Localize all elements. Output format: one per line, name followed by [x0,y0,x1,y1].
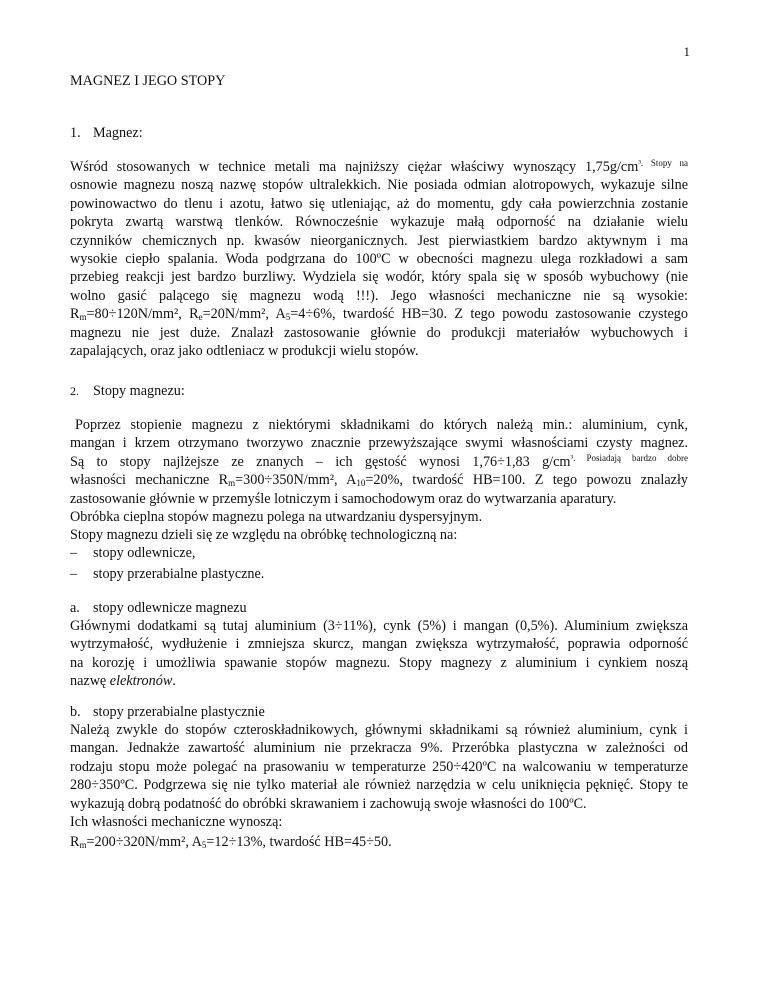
section-b-properties [70,813,688,852]
paragraph-line: pokryta zwartą warstwą tlenków. Równocześnie wykazuje małą odporność na działanie wielu [70,214,688,231]
page-number: 1 [683,44,690,59]
paragraph-line: Wśród stosowanych w technice metali ma najniższy ciężar właściwy wynoszący $1,75g/cm^{^3. Stopy na}$ [70,158,689,175]
paragraph-line: na korozję i umożliwia spawanie stopów magnezu. Stopy magnezy z aluminium i cynkiem noszą [70,654,688,671]
section-2-title: Stopy magnezu: [93,383,185,399]
section-b-title: stopy przerabialne plastycznie [93,704,265,720]
section-b-heading [70,703,688,721]
document-title [70,72,688,90]
paragraph-line: Głównymi dodatkami są tutaj aluminium (3÷11%), cynk (5%) i mangan (0,5%). Aluminium zwiększa [70,618,688,634]
paragraph-line: osnowie magnezu noszą nazwę stopów ultralekkich. Nie posiada odmian alotropowych, wykazuje silne [70,177,688,194]
paragraph-line: magnezu nie jest duże. Znalazł zastosowanie głównie do produkcji materiałów wybuchowych i [70,324,688,341]
paragraph-line: wytrzymałość, wydłużenie i zmniejsza skurcz, mangan zwiększa wytrzymałość, poprawia odporność [70,636,688,653]
paragraph-line: wolno gasić palącego się magnezu wodą !!!). Jego własności mechaniczne nie są wysokie: [70,287,688,304]
section-2-heading [70,382,688,400]
paragraph-line: Są to stopy najlżejsze ze znanych – ich gęstość wynosi 1,76÷1,83 $g/cm^{^3. Posiadają bardzo dobre}$ [70,452,689,470]
paragraph-line: $R_m=80\div 120N$/mm², $R_e=20N$/mm², $A_5=4\div 6\%$, twardość HB=30. Z tego powodu zastosowanie czystego [70,306,688,323]
title-text: MAGNEZ I JEGO STOPY [70,73,226,89]
section-2-notes [70,508,688,545]
paragraph-line: wykazują dobrą podatność do obróbki skrawaniem i zachowują swoje własności do 100ºC. [70,795,587,812]
paragraph-line: przebieg reakcji jest bardzo burzliwy. Wydziela się wodór, który spala się w sposób wybuchowy (nie [70,269,688,286]
list-item: – stopy odlewnicze, [70,545,196,561]
section-a-paragraph [70,617,688,691]
paragraph-line: nazwę elektronów. [70,673,176,690]
paragraph-line: Stopy magnezu dzieli się ze względu na obróbkę technologiczną na: [70,527,458,544]
paragraph-line: zapalających, oraz jako odtleniacz w produkcji wielu stopów. [70,343,419,360]
alloy-type-list [70,544,688,584]
section-1-paragraph [70,158,688,360]
section-a-number: a. [70,600,80,616]
paragraph-line: Należą zwykle do stopów czteroskładnikowych, głównymi składnikami są również aluminium, cynk i [70,722,688,738]
section-1-heading [70,124,688,142]
section-a-title: stopy odlewnicze magnezu [93,600,247,616]
paragraph-line: Poprzez stopienie magnezu z niektórymi składnikami do których należą min.: aluminium, cynk, [75,417,688,433]
paragraph-line: $R_m=200\div 320N$/mm², $A_5=12\div 13\%$, twardość HB=45÷50. [70,834,392,851]
paragraph-line: 280÷350ºC. Podgrzewa się nie tylko materiał ale również narzędzia w celu uniknięcia pęknięć. Stopy te [70,777,688,794]
section-a-heading [70,599,688,617]
section-b-number: b. [70,704,81,720]
section-1-title: Magnez: [93,125,143,141]
paragraph-line: mangan. Jednakże zawartość aluminium nie przekracza 9%. Przeróbka plastyczna w zależności od [70,740,688,757]
list-item: – stopy przerabialne plastyczne. [70,566,265,583]
paragraph-line: wysokie ciepło spalania. Woda podgrzana do 100ºC w obecności magnezu ulega rozkładowi a sam [70,251,688,268]
section-b-paragraph [70,721,688,813]
paragraph-line: zastosowanie głównie w przemyśle lotniczym i samochodowym oraz do wytwarzania aparatury. [70,490,617,507]
paragraph-line: własności mechaniczne $R_m=300\div 350N$/mm², $A_{10}=20\%$, twardość HB=100. Z tego powozu znalazły [70,472,688,489]
paragraph-line: Obróbka cieplna stopów magnezu polega na utwardzaniu dyspersyjnym. [70,509,483,525]
paragraph-line: powinowactwo do tlenu i azotu, łatwo się utleniając, aż do momentu, gdy cała powierzchnia zostanie [70,195,688,212]
paragraph-line: mangan i krzem otrzymano tworzywo znacznie przewyższające swymi własnościami czysty magnez. [70,435,688,452]
paragraph-line: rodzaju stopu może polegać na prasowaniu w temperaturze 250÷420ºC na walcowaniu w temperaturze [70,758,688,775]
section-2-number: 2. [70,384,79,398]
section-1-number: 1. [70,125,81,141]
paragraph-line: Ich własności mechaniczne wynoszą: [70,814,283,830]
paragraph-line: czynników chemicznych np. kwasów nieorganicznych. Jest pierwiastkiem bardzo aktywnym i ma [70,232,688,249]
section-2-paragraph [70,416,688,508]
